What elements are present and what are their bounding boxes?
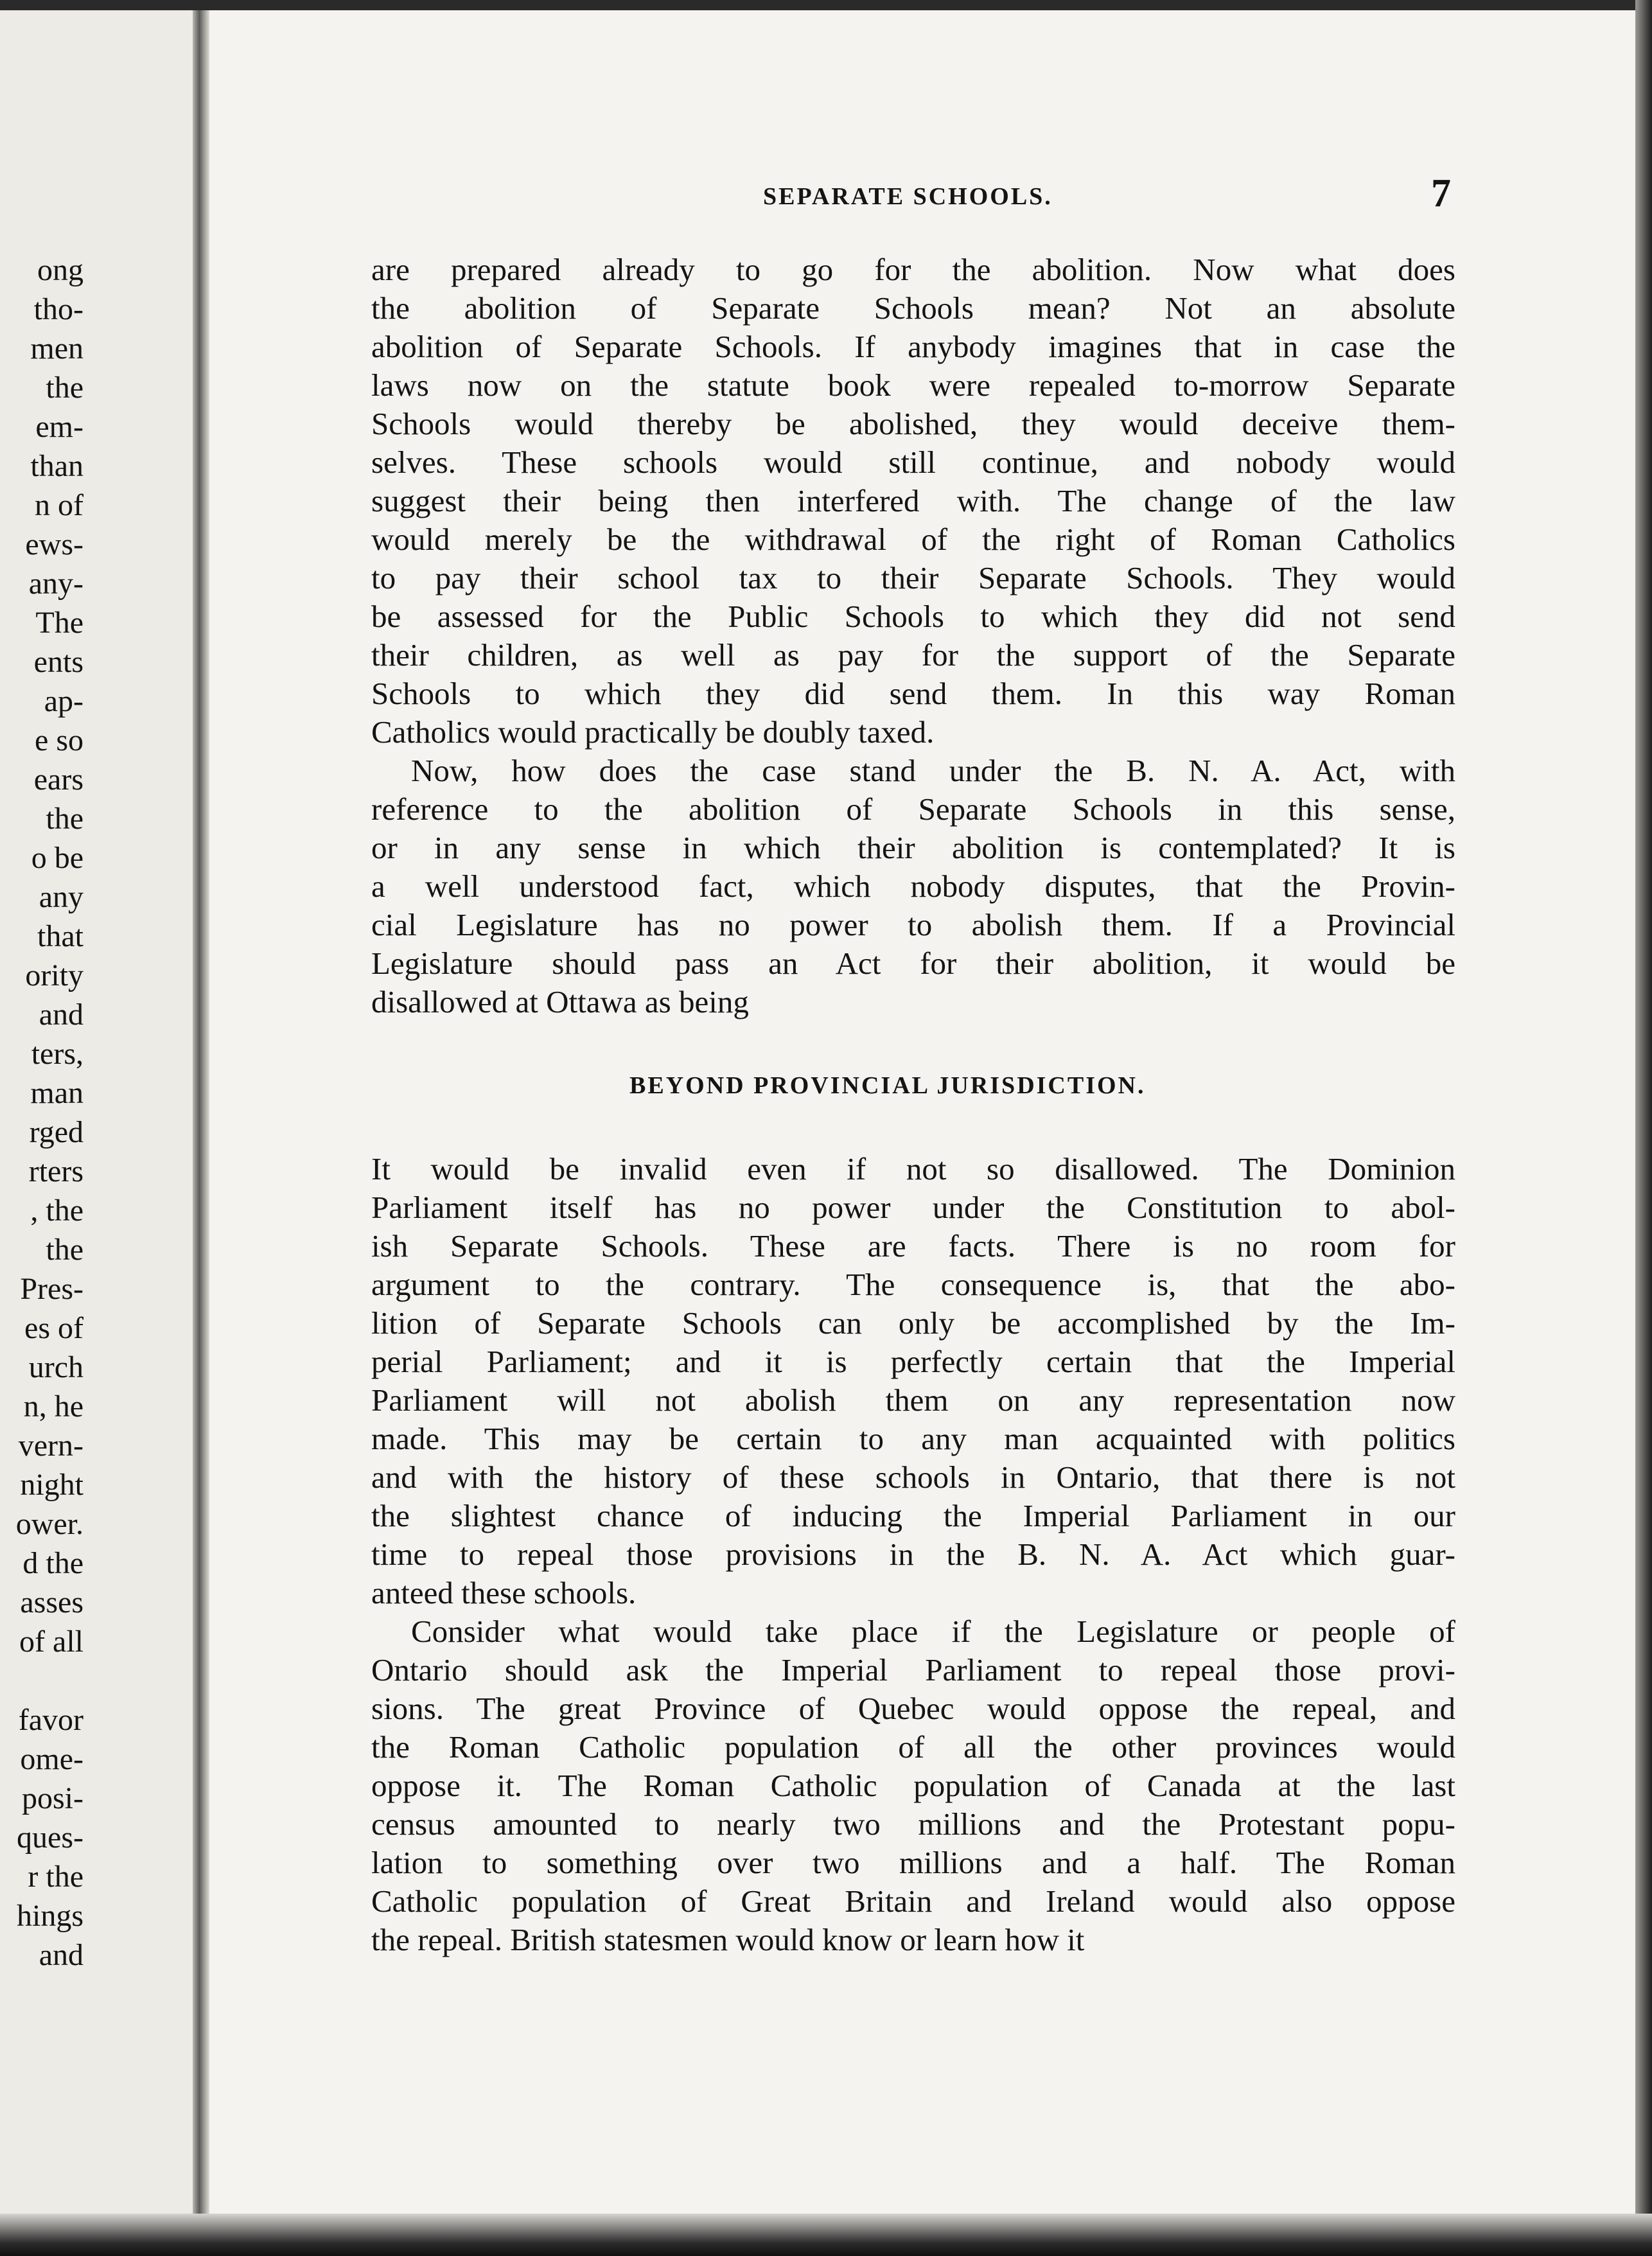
- scan-bottom-edge: [0, 2214, 1652, 2256]
- text-line: argument to the contrary. The consequence is, that the abo-: [371, 1267, 1455, 1302]
- text-line: abolition of Separate Schools. If anybody imagines that in case the: [371, 329, 1455, 364]
- text-line: Legislature should pass an Act for their abolition, it would be: [371, 946, 1455, 981]
- left-page-fragment: that: [37, 919, 83, 953]
- left-page-fragment: n, he: [23, 1389, 83, 1423]
- left-page-fragment: ority: [25, 958, 83, 992]
- text-line: would merely be the withdrawal of the right of Roman Catholics: [371, 522, 1455, 557]
- text-line: the repeal. British statesmen would know or learn how it: [371, 1922, 1085, 1957]
- paragraph-3: [371, 1150, 1455, 1612]
- left-page-fragment: d the: [22, 1546, 83, 1580]
- text-line: and with the history of these schools in Ontario, that there is not: [371, 1459, 1455, 1495]
- left-page-fragment: and: [39, 1938, 83, 1972]
- left-page-fragment: ears: [33, 762, 83, 797]
- text-line: to pay their school tax to their Separate Schools. They would: [371, 560, 1455, 595]
- text-line: the slightest chance of inducing the Imperial Parliament in our: [371, 1498, 1455, 1533]
- paragraph-1: [371, 251, 1455, 752]
- left-page-fragment: asses: [20, 1585, 83, 1619]
- left-page-fragment: tho-: [33, 292, 83, 326]
- left-page-fragment: men: [30, 331, 83, 366]
- left-page-fragment: es of: [24, 1311, 83, 1345]
- text-line: sions. The great Province of Quebec would oppose the repeal, and: [371, 1691, 1455, 1726]
- left-page-fragment: ents: [33, 645, 83, 679]
- left-page-fragment: night: [20, 1468, 83, 1502]
- left-page-fragment: , the: [30, 1194, 83, 1228]
- text-line: anteed these schools.: [371, 1575, 637, 1610]
- text-line: ish Separate Schools. These are facts. There is no room for: [371, 1228, 1455, 1264]
- left-page-fragment: any-: [28, 567, 83, 601]
- left-page-fragment: the: [46, 802, 83, 836]
- book-gutter: [193, 10, 209, 2214]
- left-page-text-fragments: [0, 251, 83, 1975]
- left-page-fragment: hings: [16, 1899, 83, 1933]
- text-line: Parliament will not abolish them on any representation now: [371, 1382, 1455, 1418]
- text-line: census amounted to nearly two millions and the Protestant popu-: [371, 1806, 1455, 1842]
- text-line: a well understood fact, which nobody disputes, that the Provin-: [371, 868, 1455, 904]
- left-page-fragment: the: [46, 1233, 83, 1267]
- text-line: Catholic population of Great Britain and Ireland would also oppose: [371, 1883, 1455, 1919]
- left-page-fragment: ower.: [15, 1507, 83, 1541]
- text-line: laws now on the statute book were repealed to-morrow Separate: [371, 367, 1455, 403]
- left-page-fragment: man: [30, 1076, 83, 1110]
- text-line: Ontario should ask the Imperial Parliament to repeal those provi-: [371, 1652, 1455, 1688]
- text-line: Parliament itself has no power under the Constitution to abol-: [371, 1190, 1455, 1225]
- text-line: Schools to which they did send them. In this way Roman: [371, 676, 1455, 711]
- left-page-fragment: ews-: [25, 527, 83, 561]
- left-page-fragment: ques-: [17, 1820, 83, 1855]
- text-line: reference to the abolition of Separate Schools in this sense,: [371, 791, 1455, 827]
- left-page-fragment: [0, 1661, 83, 1700]
- text-line: the abolition of Separate Schools mean? Not an absolute: [371, 290, 1455, 326]
- text-line: lition of Separate Schools can only be accomplished by the Im-: [371, 1305, 1455, 1341]
- left-page-fragment: o be: [31, 841, 83, 875]
- text-line: the Roman Catholic population of all the other provinces would: [371, 1729, 1455, 1765]
- text-line: made. This may be certain to any man acquainted with politics: [371, 1421, 1455, 1456]
- text-line: be assessed for the Public Schools to which they did not send: [371, 599, 1455, 634]
- text-line: Catholics would practically be doubly taxed.: [371, 714, 935, 750]
- left-page-fragment: The: [35, 606, 83, 640]
- left-page-fragment: any: [39, 880, 83, 914]
- text-column-upper: [371, 251, 1455, 1021]
- text-line: cial Legislature has no power to abolish them. If a Provincial: [371, 907, 1455, 942]
- left-page-fragment: r the: [28, 1860, 83, 1894]
- text-line: Consider what would take place if the Legislature or people of: [411, 1614, 1455, 1649]
- left-facing-page: [0, 10, 193, 2214]
- text-line: oppose it. The Roman Catholic population of Canada at the last: [371, 1768, 1455, 1803]
- text-line: are prepared already to go for the abolition. Now what does: [371, 252, 1455, 287]
- left-page-fragment: ome-: [20, 1742, 83, 1776]
- text-line: Schools would thereby be abolished, they would deceive them-: [371, 406, 1455, 441]
- page-number: 7: [1431, 172, 1451, 215]
- scan-right-edge: [1635, 0, 1652, 2256]
- text-column-lower: [371, 1150, 1455, 1959]
- left-page-fragment: vern-: [18, 1429, 83, 1463]
- left-page-fragment: posi-: [22, 1781, 83, 1815]
- left-page-fragment: urch: [28, 1350, 83, 1384]
- left-page-fragment: rters: [28, 1154, 83, 1188]
- scan-top-border: [0, 0, 1652, 10]
- left-page-fragment: of all: [19, 1625, 83, 1659]
- running-head: SEPARATE SCHOOLS.: [763, 183, 1053, 210]
- left-page-fragment: n of: [35, 488, 83, 522]
- text-line: suggest their being then interfered with. The change of the law: [371, 483, 1455, 518]
- paragraph-4: [371, 1612, 1455, 1959]
- text-line: perial Parliament; and it is perfectly certain that the Imperial: [371, 1344, 1455, 1379]
- left-page-fragment: rged: [29, 1115, 83, 1149]
- text-line: lation to something over two millions and a half. The Roman: [371, 1845, 1455, 1880]
- text-line: time to repeal those provisions in the B. N. A. Act which guar-: [371, 1537, 1455, 1572]
- left-page-fragment: ong: [37, 253, 83, 287]
- text-line: or in any sense in which their abolition is contemplated? It is: [371, 830, 1455, 865]
- left-page-fragment: Pres-: [20, 1272, 83, 1306]
- paragraph-2: [371, 752, 1455, 1021]
- left-page-fragment: ap-: [44, 684, 83, 718]
- left-page-fragment: favor: [18, 1703, 83, 1737]
- text-line: selves. These schools would still continue, and nobody would: [371, 445, 1455, 480]
- left-page-fragment: and: [39, 998, 83, 1032]
- section-subheading: BEYOND PROVINCIAL JURISDICTION.: [629, 1072, 1146, 1099]
- text-line: It would be invalid even if not so disallowed. The Dominion: [371, 1151, 1455, 1186]
- text-line: Now, how does the case stand under the B. N. A. Act, with: [411, 753, 1455, 788]
- left-page-fragment: than: [30, 449, 83, 483]
- left-page-fragment: em-: [35, 410, 83, 444]
- text-line: their children, as well as pay for the support of the Separate: [371, 637, 1455, 673]
- text-line: disallowed at Ottawa as being: [371, 984, 749, 1019]
- left-page-fragment: e so: [35, 723, 83, 757]
- left-page-fragment: the: [46, 371, 83, 405]
- left-page-fragment: ters,: [31, 1037, 83, 1071]
